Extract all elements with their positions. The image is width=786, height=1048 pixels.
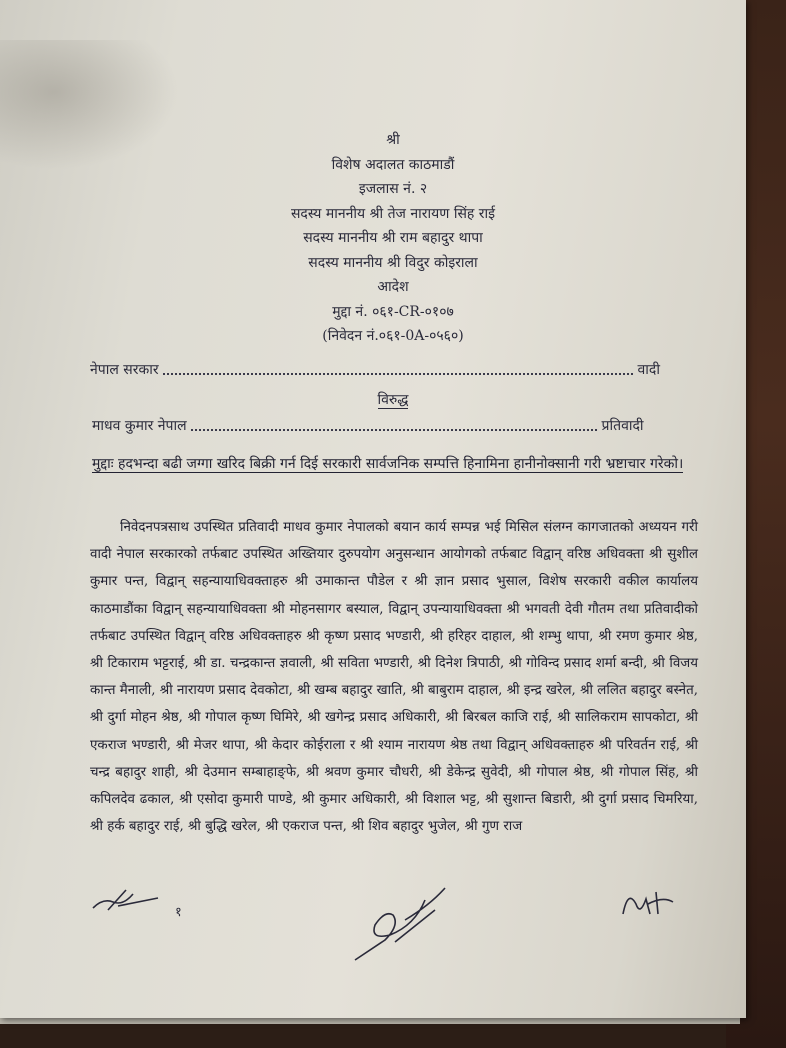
header-line-member-2: सदस्य माननीय श्री राम बहादुर थापा: [303, 230, 483, 246]
header-line-case-number: मुद्दा नं. ०६१-CR-०१०७: [332, 303, 454, 320]
header-line-bench: इजलास नं. २: [358, 181, 428, 197]
versus-label: विरुद्ध: [377, 392, 409, 408]
dotted-leader: [163, 365, 633, 375]
plaintiff-role: वादी: [637, 362, 660, 378]
header-line-petition-number: (निवेदन नं.०६१-0A-०५६०): [322, 328, 464, 344]
defendant-name: माधव कुमार नेपाल: [92, 418, 187, 434]
page-number: १: [175, 905, 182, 920]
court-header: [0, 128, 746, 349]
header-line-honorific: श्री: [386, 132, 400, 148]
header-line-member-1: सदस्य माननीय श्री तेज नारायण सिंह राई: [290, 205, 496, 222]
case-subject: [92, 452, 702, 476]
case-subject-text: मुद्दाः हदभन्दा बढी जग्गा खरिद बिक्री गर्न दिई सरकारी सार्वजनिक सम्पत्ति हिनामिना हानीनोक्सानी गरी भ्रष्टाचार गरेको।: [92, 456, 684, 472]
defendant-row: [92, 416, 644, 435]
order-body: निवेदनपत्रसाथ उपस्थित प्रतिवादी माधव कुमार नेपालको बयान कार्य सम्पन्न भई मिसिल संलग्न कागजातको अध्ययन गरी वादी नेपाल सरकारको तर्फबाट उपस्थित अख्तियार दुरुपयोग अनुसन्धान आयोगको तर्फबाट विद्वान् वरिष्ठ अधिवक्ता श्री सुशील कुमार पन्त, विद्वान् सहन्यायाधिवक्ताहरु श्री उमाकान्त पौडेल र श्री ज्ञान प्रसाद भुसाल, विशेष सरकारी वकील कार्यालय काठमाडौंका विद्वान् सहन्यायाधिवक्ता श्री मोहनसागर बस्याल, विद्वान् उपन्यायाधिवक्ता श्री भगवती देवी गौतम तथा प्रतिवादीको तर्फबाट उपस्थित विद्वान् वरिष्ठ अधिवक्ताहरु श्री कृष्ण प्रसाद भण्डारी, श्री हरिहर दाहाल, श्री शम्भु थापा, श्री रमण कुमार श्रेष्ठ, श्री टिकाराम भट्टराई, श्री डा. चन्द्रकान्त ज्ञवाली, श्री सविता भण्डारी, श्री दिनेश त्रिपाठी, श्री गोविन्द प्रसाद शर्मा बन्दी, श्री विजय कान्त मैनाली, श्री नारायण प्रसाद देवकोटा, श्री खम्ब बहादुर खाति, श्री बाबुराम दाहाल, श्री इन्द्र खरेल, श्री ललित बहादुर बस्नेत, श्री दुर्गा मोहन श्रेष्ठ, श्री गोपाल कृष्ण घिमिरे, श्री खगेन्द्र प्रसाद अधिकारी, श्री बिरबल काजि राई, श्री सालिकराम सापकोटा, श्री एकराज भण्डारी, श्री मेजर थापा, श्री केदार कोईराला र श्री श्याम नारायण श्रेष्ठ तथा विद्वान् अधिवक्ताहरु श्री परिवर्तन राई, श्री चन्द्र बहादुर शाही, श्री देउमान सम्बाहाङ्फे, श्री श्रवण कुमार चौधरी, श्री डेकेन्द्र सुवेदी, श्री गोपाल श्रेष्ठ, श्री गोपाल सिंह, श्री कपिलदेव ढकाल, श्री एसोदा कुमारी पाण्डे, श्री कुमार अधिकारी, श्री विशाल भट्ट, श्री सुशान्त बिडारी, श्री दुर्गा प्रसाद चिमरिया, श्री हर्क बहादुर राई, श्री बुद्धि खरेल, श्री एकराज पन्त, श्री शिव बहादुर भुजेल, श्री गुण राज: [90, 520, 698, 835]
signature-right: [618, 884, 688, 924]
header-line-order: आदेश: [377, 279, 409, 295]
plaintiff-row: [90, 360, 660, 379]
header-line-member-3: सदस्य माननीय श्री विदुर कोइराला: [308, 254, 478, 271]
header-line-court: विशेष अदालत काठमाडौं: [331, 156, 455, 173]
versus-heading: [0, 390, 746, 409]
signature-center: [345, 880, 455, 970]
signature-left: [88, 880, 168, 920]
defendant-role: प्रतिवादी: [601, 418, 644, 434]
dotted-leader: [191, 421, 597, 431]
plaintiff-name: नेपाल सरकार: [90, 362, 159, 378]
